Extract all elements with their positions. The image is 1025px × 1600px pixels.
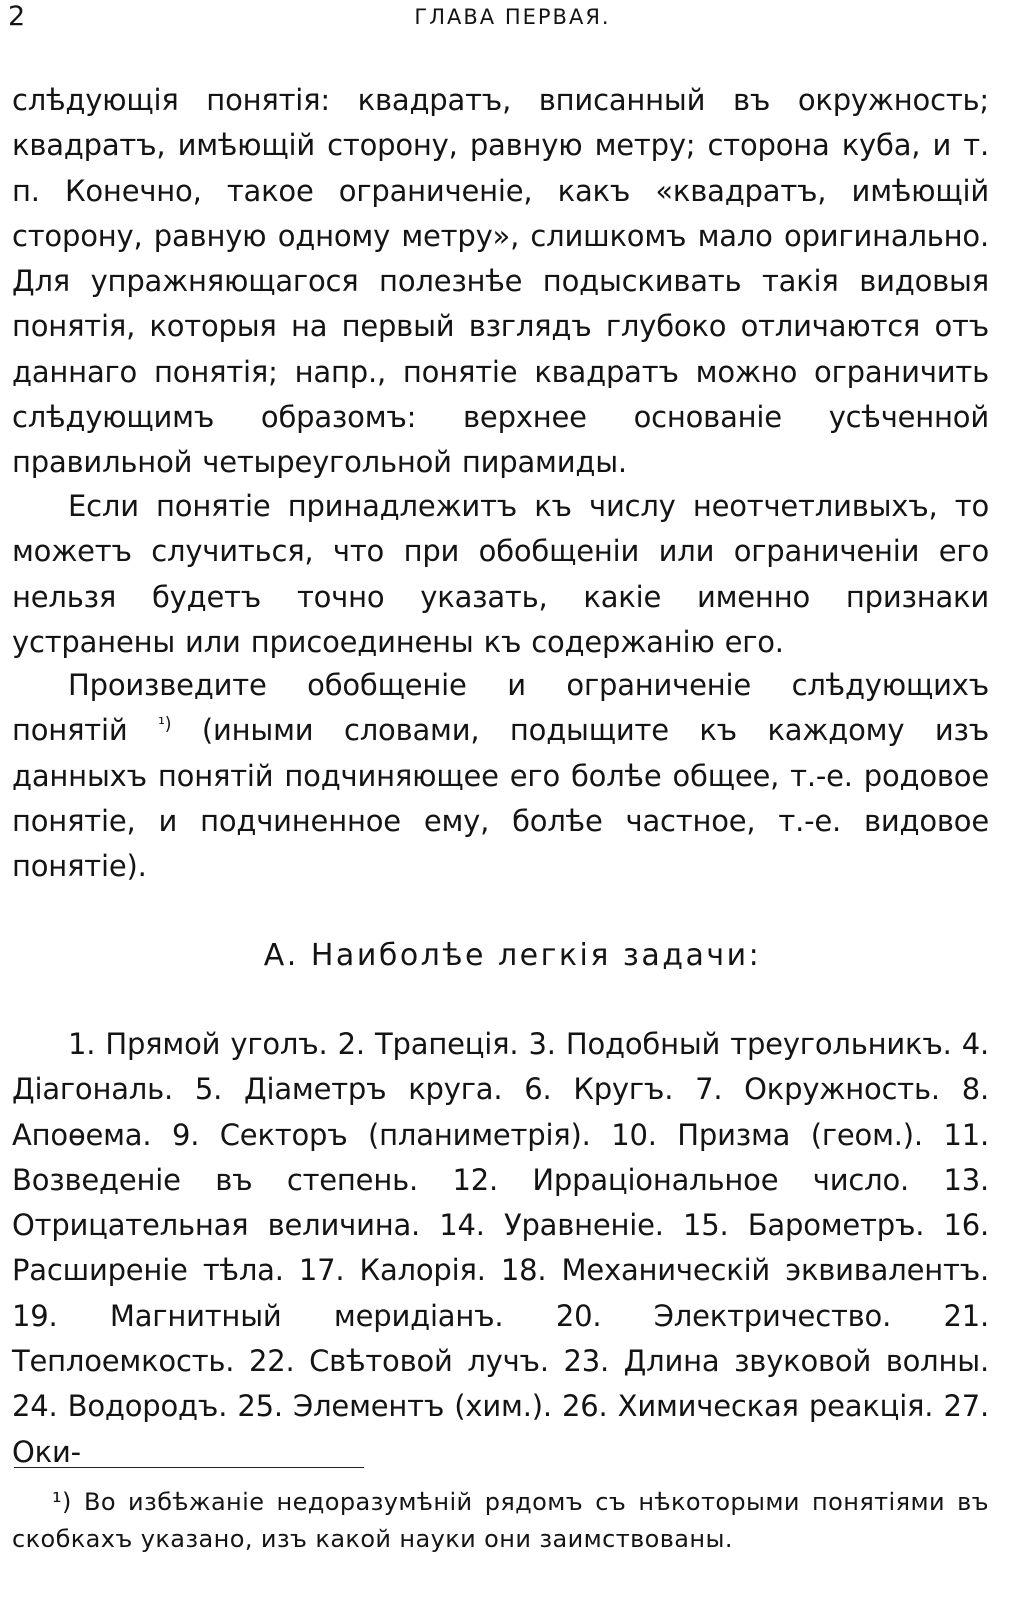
footnote-text: Во избѣжаніе недоразумѣній рядомъ съ нѣкоторыми понятіями въ скобкахъ указано, изъ какой науки они заимствованы.: [12, 1488, 989, 1553]
paragraph-continued: слѣдующія понятія: квадратъ, вписанный въ окружность; квадратъ, имѣющій сторону, равную метру; сторона куба, и т. п. Конечно, такое ограниченіе, какъ «квадратъ, имѣющій сторону, равную одному метру», слишкомъ мало оригинально. Для упражняющагося полезнѣе подыскивать такія видовыя понятія, которыя на первый взглядъ глубоко отличаются отъ даннаго понятія; напр., понятіе квадратъ можно ограничить слѣдующимъ образомъ: верхнее основаніе усѣченной правильной четыреугольной пирамиды.: [12, 83, 989, 480]
instruction-text-start: Произведите обобщеніе и ограниченіе слѣдующихъ понятій: [12, 668, 989, 748]
paragraph-indistinct-concepts: Если понятіе принадлежитъ къ числу неотчетливыхъ, то можетъ случиться, что при обобщеніи или ограниченіи его нельзя будетъ точно указать, какіе именно признаки устранены или присоединены къ содержанію его.: [12, 489, 989, 659]
footnote-divider: [14, 1467, 364, 1468]
task-list: 1. Прямой уголъ. 2. Трапеція. 3. Подобный треугольникъ. 4. Діагональ. 5. Діаметръ круга. 6. Кругъ. 7. Окружность. 8. Апоѳема. 9. Секторъ (планиметрія). 10. Призма (геом.). 11. Возведеніе въ степень. 12. Ирраціональное число. 13. Отрицательная величина. 14. Уравненіе. 15. Барометръ. 16. Расширеніе тѣла. 17. Калорія. 18. Механическій эквивалентъ. 19. Магнитный меридіанъ. 20. Электричество. 21. Теплоемкость. 22. Свѣтовой лучъ. 23. Длина звуковой волны. 24. Водородъ. 25. Элементъ (хим.). 26. Химическая реакція. 27. Оки-: [12, 1027, 989, 1469]
paragraph-exercise-instruction: [12, 663, 989, 889]
footnote-reference: ¹): [158, 714, 172, 735]
section-heading: А. Наиболѣе легкія задачи:: [263, 938, 762, 973]
instruction-text-end: (иными словами, подыщите къ каждому изъ данныхъ понятій подчиняющее его болѣе общее, т.-е. родовое понятіе, и подчиненное ему, болѣе частное, т.-е. видовое понятіе).: [12, 713, 989, 884]
footnote: [12, 1484, 989, 1558]
running-head: ГЛАВА ПЕРВАЯ.: [414, 5, 611, 29]
page-number: 2: [8, 1, 26, 32]
footnote-mark: ¹): [52, 1488, 72, 1516]
